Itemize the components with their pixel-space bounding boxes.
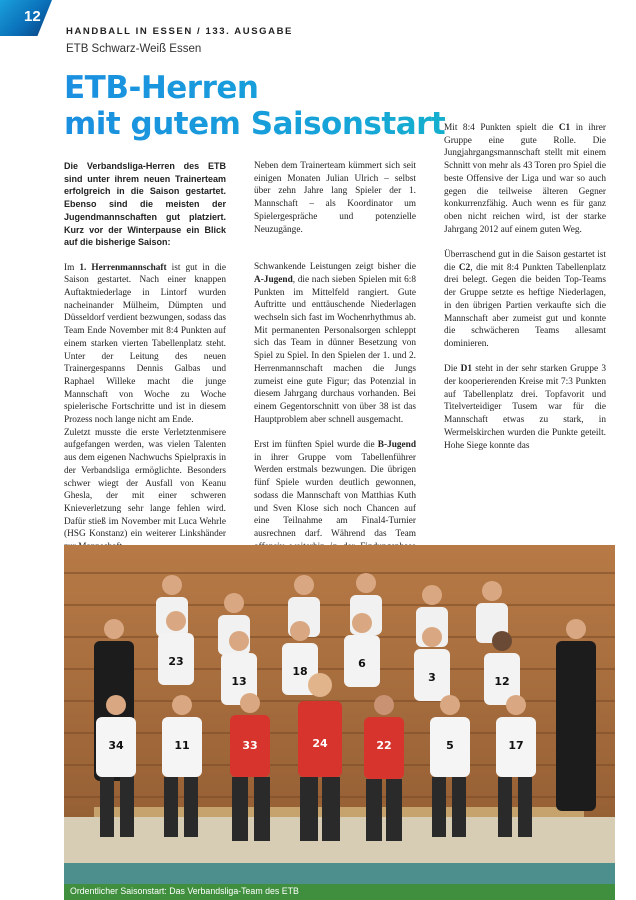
jersey-3: 3 [428,671,436,684]
paragraph-a-jugend: Schwankende Leistungen zeigt bisher die A-Jugend, die nach sieben Spielen mit 6:8 Punkten im Mittelfeld rangiert. Gute Auftritte und enttäuschende Niederlagen wechseln sich fast im Wochenrhythmus ab. Mit permanenten Personalsorgen schleppt sich das Team in dünner Besetzung von Spiel zu Spiel. In den Spielen der 1. und 2. Herrenmannschaft machen die Jungs zumeist eine gute Figur; das Potenzial in diesem Jahrgang durchaus vorhanden. Bei einem Gegentorschnitt von über 38 ist das Hauptproblem aber schnell ausgemacht. [254,262,416,425]
paragraph-c1: Mit 8:4 Punkten spielt die C1 in ihrer Gruppe eine gute Rolle. Die Jungjahrgangsmannschaft stellt mit einem Schnitt von mehr als 43 Toren pro Spiel die beste Offensive der Liga und war so auch gegen die teilweise älteren Gegner konkurrenzfähig. Auch wenn es für ganz oben nicht reichen wird, ist der starke Jahrgang 2012 auf einem guten Weg. [444,123,606,235]
title-line-1: ETB-Herren [64,70,604,106]
paragraph-b-jugend: Erst im fünften Spiel wurde die B-Jugend in ihrer Gruppe vom Tabellenführer Werden erstmals bezwungen. Die übrigen fünf Spiele wurden deutlich gewonnen, sodass die Mannschaft von Matthias Kuth und Sven Klose sich noch Chancen auf eine Teilnahme am Final4-Turnier ausrechnen darf. Während das Team [254,440,416,539]
jersey-33: 33 [242,739,258,752]
paragraph-verletzte: Zuletzt musste die erste Verletztenmisere aufgefangen werden, was vielen Talenten aus dem eigenen Nachwuchs Spielpraxis in der Verbandsliga ermöglichte. Besonders schwer wiegt der Ausfall von Keanu Ghesla, der mit einer schweren Knieverletzung sehr lange fehlen wird. Dafür stieß im November mit Luca Wehrle (HSG Konstanz) ein weiterer Linkshänder [64,427,226,540]
club-subline: ETB Schwarz-Weiß Essen [66,43,202,55]
photo-caption: Ordentlicher Saisonstart: Das Verbandsliga-Team des ETB [70,886,299,896]
page-number: 12 [24,8,41,25]
jersey-18: 18 [292,665,308,678]
paragraph-koordinator: Neben dem Trainerteam kümmert sich seit einigen Monaten Julian Ulrich – selbst über zehn Jahre lang Spieler der 1. Mannschaft – als Koordinator um Spielergespräche und potenzielle Neuzugänge. [254,161,416,235]
title-line-2: mit gutem Saisonstart [64,106,604,142]
jersey-13: 13 [231,675,247,688]
jersey-22: 22 [376,739,392,752]
article-lead: Die Verbandsliga-Herren des ETB sind unter ihrem neuen Trainerteam erfolgreich in die Saison gestartet. Ebenso sind die meisten der Jugendmannschaften gut platziert. Kurz vor der Winterpause ein Blick auf die bisherige Saison: [64,161,226,248]
issue-kicker: HANDBALL IN ESSEN / 133. AUSGABE [66,26,293,37]
paragraph-c2: Überraschend gut in die Saison gestartet ist die C2, die mit 8:4 Punkten Tabellenplatz drei belegt. Gegen die beiden Top-Teams der Gruppe setzte es heftige Niederlagen, in den übrigen Partien verkaufte sich die Mannschaft aber zumeist gut und konnte die schwächeren Teams allesamt dominieren. [444,250,606,349]
jersey-23: 23 [168,655,184,668]
jersey-12: 12 [494,675,510,688]
jersey-17: 17 [508,739,524,752]
text-column-3 [444,123,607,532]
paragraph-d1: Die D1 steht in der sehr starken Gruppe 3 der kooperierenden Kreise mit 7:3 Punkten auf Tabellenplatz drei. Topfavorit und Titelverteidiger Tusem war für die Mannschaft etwas zu stark, in Wermelskirchen wurden die Punkte geteilt. Hohe Siege konnte das [444,364,607,451]
jersey-11: 11 [174,739,190,752]
jersey-6: 6 [358,657,366,670]
team-photo [64,545,615,885]
jersey-34: 34 [108,739,124,752]
text-column-2 [254,160,416,539]
jersey-5: 5 [446,739,454,752]
paragraph-herren: Im 1. Herrenmannschaft ist gut in die Saison gestartet. Nach einer knappen Auftaktniederlage in Lintorf wurden nacheinander Mülheim, Dümpten und Düsseldorf verdient bezwungen, sodass das Team Ende November mit 8:4 Punkten auf einem starken vierten Tabellenplatz steht. Unter der Leitung des neuen Trainergespanns Dennis Galbas und Raphael Willeke macht die junge Mannschaft von Woche zu Woche spielerische Fortschritte und ist in diesem Prozess noch lange nicht am Ende. [64,262,226,426]
jersey-24: 24 [312,737,328,750]
team-photo-illustration [64,545,615,885]
text-column-1 [64,160,226,540]
